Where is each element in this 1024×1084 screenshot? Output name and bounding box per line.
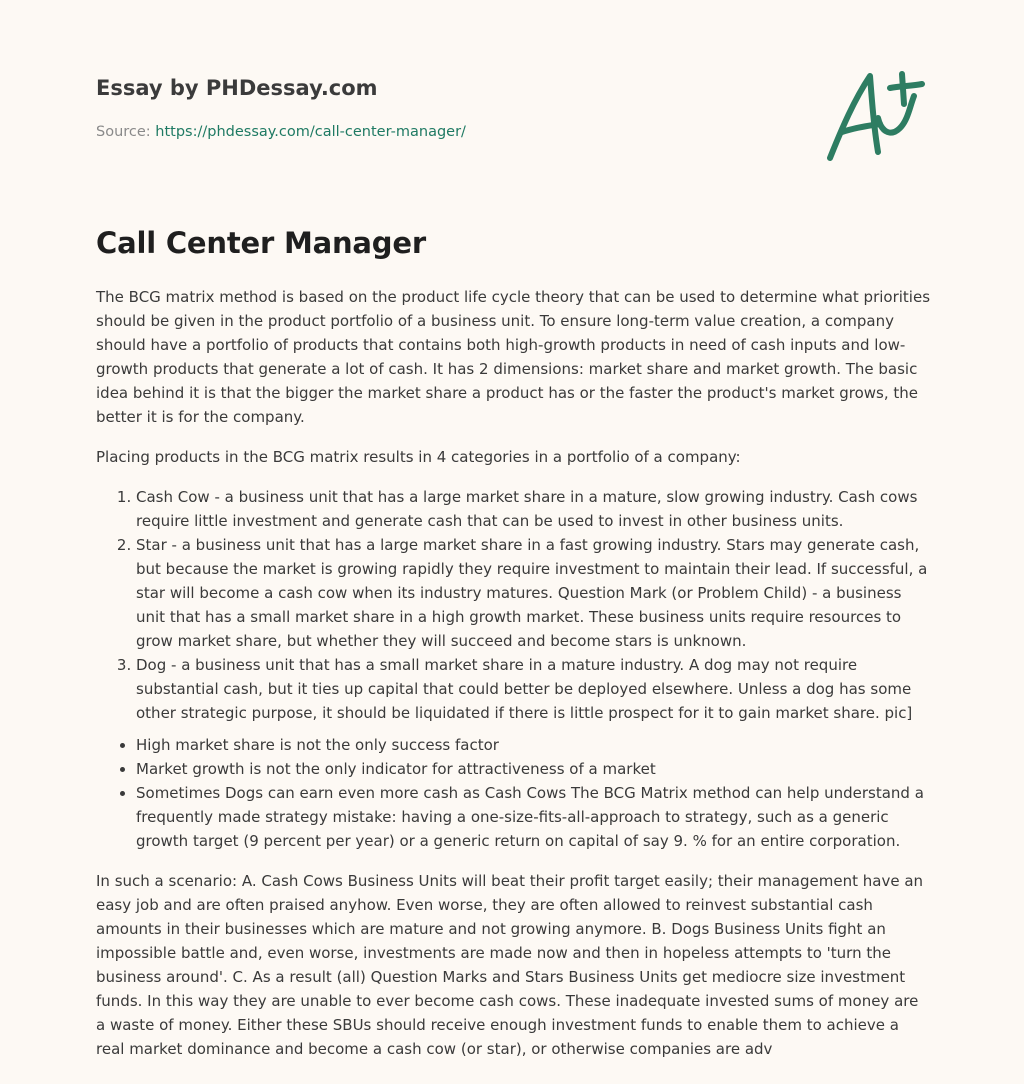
list-item: 2. Star - a business unit that has a large market share in a fast growing industry. Stars may generate cash, but because the market is growing rapidly they require investment to maintain their lead. If successful, a star will become a cash cow when its industry matures. Question Mark (or Problem Child) - a business unit that has a small market share in a high growth market. These business units require resources to grow market share, but whether they will succeed and become stars is unknown. bbox=[136, 533, 932, 653]
intro-paragraph: The BCG matrix method is based on the product life cycle theory that can be used to determine what priorities should be given in the product portfolio of a business unit. To ensure long-term value creation, a company should have a portfolio of products that contains both high-growth products in need of cash inputs and low-growth products that generate a lot of cash. It has 2 dimensions: market share and market growth. The basic idea behind it is that the bigger the market share a product has or the faster the product's market grows, the better it is for the company. bbox=[96, 288, 931, 426]
placing-paragraph: Placing products in the BCG matrix results in 4 categories in a portfolio of a company: bbox=[96, 448, 741, 466]
category-list bbox=[96, 485, 932, 725]
source-label: Source: bbox=[96, 124, 156, 140]
article-body bbox=[96, 285, 932, 1077]
site-brand: Essay by PHDessay.com bbox=[96, 76, 378, 100]
a-plus-logo-icon bbox=[820, 66, 930, 166]
source-link[interactable]: https://phdessay.com/call-center-manager/ bbox=[155, 124, 466, 140]
closing-paragraph: In such a scenario: A. Cash Cows Business Units will beat their profit target easily; their management have an easy job and are often praised anyhow. Even worse, they are often allowed to reinvest substantial cash amounts in their businesses which are mature and not growing anymore. B. Dogs Business Units fight an impossible battle and, even worse, investments are made now and then in hopeless attempts to 'turn the business around'. C. As a result (all) Question Marks and Stars Business Units get mediocre size investment funds. In this way they are unable to ever become cash cows. These inadequate invested sums of money are a waste of money. Either these SBUs should receive enough investment funds to enable them to achieve a real market dominance and become a cash cow (or star), or otherwise companies are adv bbox=[96, 872, 924, 1058]
bullet-list bbox=[96, 733, 932, 853]
list-item: 3. Dog - a business unit that has a small market share in a mature industry. A dog may not require substantial cash, but it ties up capital that could better be deployed elsewhere. Unless a dog has some other strategic purpose, it should be liquidated if there is little prospect for it to gain market share. pic] bbox=[136, 653, 932, 725]
list-item: 1. Cash Cow - a business unit that has a large market share in a mature, slow growing industry. Cash cows require little investment and generate cash that can be used to invest in other business units. bbox=[136, 485, 932, 533]
source-line bbox=[96, 124, 466, 140]
list-item: • High market share is not the only success factor bbox=[136, 733, 932, 757]
list-item: • Market growth is not the only indicator for attractiveness of a market bbox=[136, 757, 932, 781]
list-item: • Sometimes Dogs can earn even more cash as Cash Cows The BCG Matrix method can help understand a frequently made strategy mistake: having a one-size-fits-all-approach to strategy, such as a generic growth target (9 percent per year) or a generic return on capital of say 9. % for an entire corporation. bbox=[136, 781, 932, 853]
page-title: Call Center Manager bbox=[96, 226, 426, 260]
